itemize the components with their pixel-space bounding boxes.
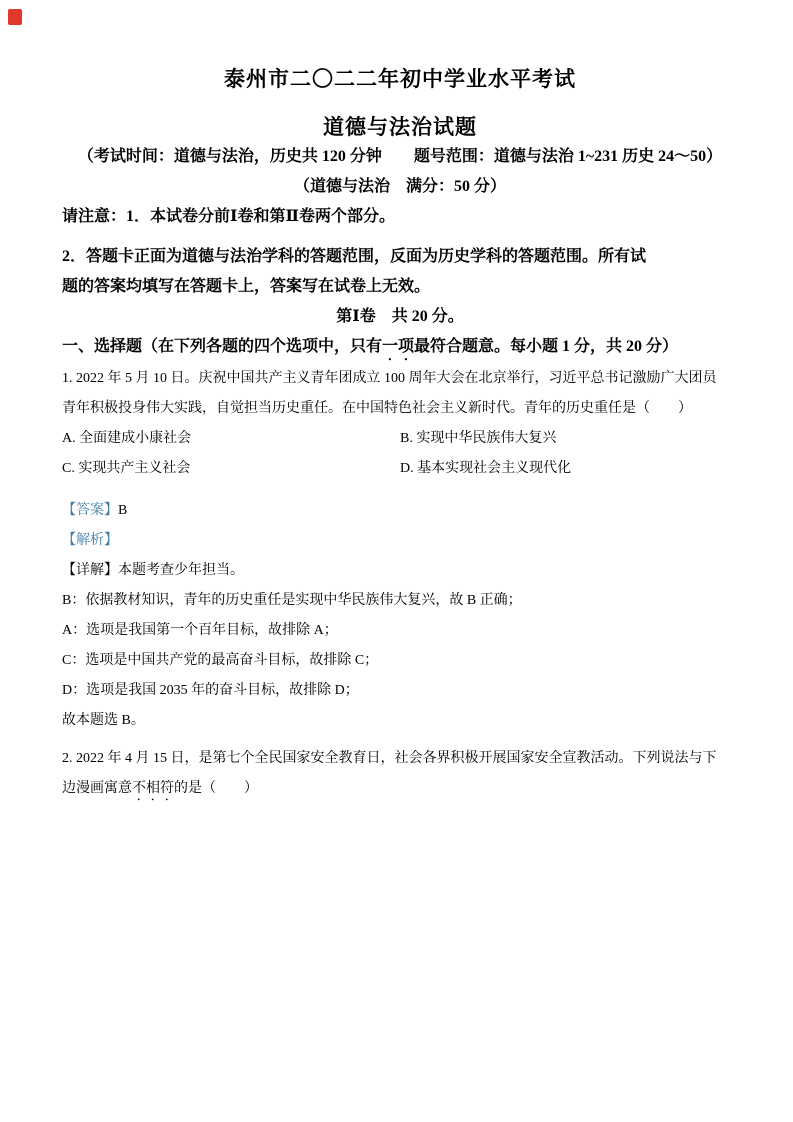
question2-line2 xyxy=(62,774,738,804)
notice-line-1: 请注意：1．本试卷分前Ⅰ卷和第Ⅱ卷两个部分。 xyxy=(62,208,395,225)
section-title: 第Ⅰ卷 共 20 分。 xyxy=(336,308,464,325)
instruction-emphasis: 一项 xyxy=(382,338,415,355)
section-instruction xyxy=(62,332,738,364)
answer-value: B xyxy=(118,503,128,518)
question2-line2-prefix: 边漫画寓意 xyxy=(62,781,132,796)
answer-line xyxy=(62,496,738,526)
analysis-conclusion: 故本题选 B。 xyxy=(62,713,145,728)
question2-line2-suffix: 的是（ ） xyxy=(174,781,258,796)
question2-line2-emphasis: 不相符 xyxy=(132,781,174,796)
question1-line2: 青年积极投身伟大实践，自觉担当历史重任。在中国特色社会主义新时代。青年的历史重任是（ ） xyxy=(62,401,692,416)
question1-options-row1 xyxy=(62,424,738,454)
question1-line1: 1. 2022 年 5 月 10 日。庆祝中国共产主义青年团成立 100 周年大会在北京举行，习近平总书记激励广大团员 xyxy=(62,371,717,386)
answer-label: 【答案】 xyxy=(62,503,118,518)
red-seal-icon xyxy=(8,9,22,25)
analysis-label: 【解析】 xyxy=(62,533,118,548)
question1-options-row2 xyxy=(62,454,738,484)
score-info-line: （道德与法治 满分：50 分） xyxy=(293,178,506,195)
instruction-suffix: 最符合题意。每小题 1 分，共 20 分） xyxy=(414,338,679,355)
option-d: D. 基本实现社会主义现代化 xyxy=(400,461,572,476)
question2-line1: 2. 2022 年 4 月 15 日，是第七个全民国家安全教育日，社会各界积极开展国家安全宣教活动。下列说法与下 xyxy=(62,751,717,766)
option-c: C. 实现共产主义社会 xyxy=(62,461,191,476)
doc-title-line2: 道德与法治试题 xyxy=(323,115,477,139)
option-b: B. 实现中华民族伟大复兴 xyxy=(400,431,557,446)
doc-title-line1: 泰州市二〇二二年初中学业水平考试 xyxy=(224,67,576,91)
analysis-line-b: B：依据教材知识，青年的历史重任是实现中华民族伟大复兴，故 B 正确； xyxy=(62,593,522,608)
analysis-line-a: A：选项是我国第一个百年目标，故排除 A； xyxy=(62,623,338,638)
notice-line-2: 2．答题卡正面为道德与法治学科的答题范围，反面为历史学科的答题范围。所有试 xyxy=(62,248,647,265)
exam-info-line: （考试时间：道德与法治，历史共 120 分钟 题号范围：道德与法治 1~231 历史 24～50） xyxy=(77,148,723,165)
analysis-line-d: D：选项是我国 2035 年的奋斗目标，故排除 D； xyxy=(62,683,359,698)
analysis-line-c: C：选项是中国共产党的最高奋斗目标，故排除 C； xyxy=(62,653,379,668)
option-a: A. 全面建成小康社会 xyxy=(62,431,192,446)
notice-line-3: 题的答案均填写在答题卡上，答案写在试卷上无效。 xyxy=(62,278,431,295)
instruction-prefix: 一、选择题（在下列各题的四个选项中，只有 xyxy=(62,338,383,355)
detail-line: 【详解】本题考查少年担当。 xyxy=(62,563,244,578)
